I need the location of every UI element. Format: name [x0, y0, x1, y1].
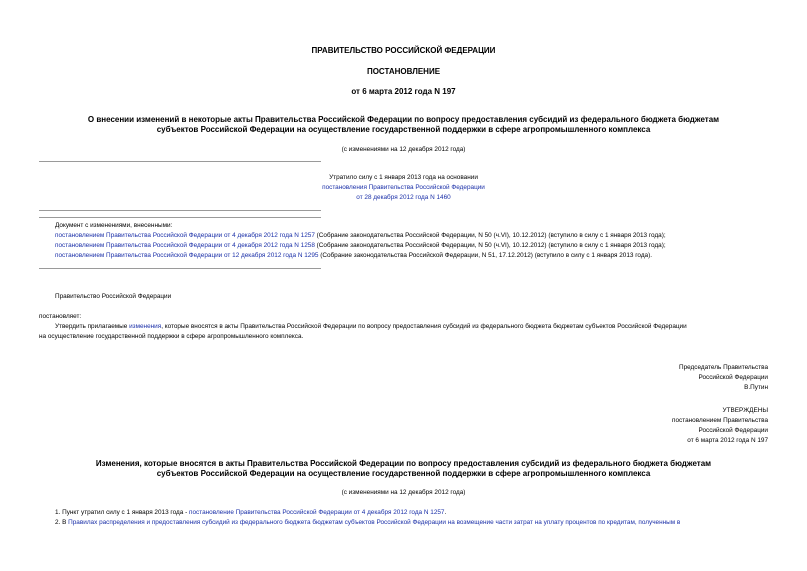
signature-name: В.Путин — [744, 384, 768, 391]
paragraph-text: Утвердить прилагаемые — [55, 323, 130, 330]
amendment-details: (Собрание законодательства Российской Федерации, N 51, 17.12.2012) (вступило в силу с 1 января 2013 года). — [318, 252, 653, 259]
amendment-link[interactable]: постановлением Правительства Российской Федерации от 12 декабря 2012 года N 1295 — [55, 252, 319, 259]
amendment-details: (Собрание законодательства Российской Федерации, N 50 (ч.VI), 10.12.2012) (вступило в силу с 1 января 2013 года); — [314, 232, 666, 239]
divider — [39, 161, 321, 162]
rules-link[interactable]: Правилах распределения и предоставления субсидий из федерального бюджета бюджетам субъектов Российской Федерации на возмещение части затрат на уплату процентов по кредитам, полученным в — [68, 519, 681, 526]
signature-org: Российской Федерации — [698, 374, 768, 381]
divider — [39, 268, 321, 269]
document-title-line-1: О внесении изменений в некоторые акты Правительства Российской Федерации по вопросу предоставления субсидий из федерального бюджета бюджетам — [87, 115, 720, 124]
document-title-line-2: субъектов Российской Федерации на осуществление государственной поддержки в сфере агропромышленного комплекса — [156, 125, 651, 134]
divider — [39, 217, 321, 218]
paragraph-text: , которые вносятся в акты Правительства Российской Федерации по вопросу предоставления субсидий из федерального бюджета бюджетам субъектов Российской Федерации — [161, 323, 687, 330]
approved-line: Российской Федерации — [698, 427, 768, 434]
expired-basis-link-date[interactable]: от 28 декабря 2012 года N 1460 — [356, 194, 451, 201]
divider — [39, 210, 321, 211]
list-item — [55, 252, 652, 260]
government-name: Правительство Российской Федерации — [55, 293, 172, 300]
appendix-title-line-2: субъектов Российской Федерации на осуществление государственной поддержки в сфере агропромышленного комплекса — [156, 469, 651, 478]
revision-note: (с изменениями на 12 декабря 2012 года) — [341, 146, 466, 153]
changes-link[interactable]: изменения — [129, 323, 162, 330]
amendment-details: (Собрание законодательства Российской Федерации, N 50 (ч.VI), 10.12.2012) (вступило в силу с 1 января 2013 года); — [314, 242, 666, 249]
amendment-link[interactable]: постановлением Правительства Российской Федерации от 4 декабря 2012 года N 1258 — [55, 242, 315, 249]
approved-line: постановлением Правительства — [672, 417, 768, 424]
repeal-link[interactable]: постановление Правительства Российской Федерации от 4 декабря 2012 года N 1257 — [189, 509, 445, 516]
item-text: 2. В — [55, 519, 69, 526]
signature-title: Председатель Правительства — [679, 364, 768, 371]
amendment-link[interactable]: постановлением Правительства Российской Федерации от 4 декабря 2012 года N 1257 — [55, 232, 315, 239]
list-item — [55, 242, 666, 250]
expired-basis-link[interactable]: постановления Правительства Российской Федерации — [322, 184, 485, 191]
changes-heading: Документ с изменениями, внесенными: — [55, 222, 173, 229]
resolution-paragraph-line-2: на осуществление государственной поддержки в сфере агропромышленного комплекса. — [39, 333, 304, 340]
appendix-revision-note: (с изменениями на 12 декабря 2012 года) — [341, 489, 466, 496]
list-item — [55, 519, 680, 527]
item-text: . — [444, 509, 447, 516]
document-type: ПОСТАНОВЛЕНИЕ — [366, 67, 441, 76]
document-date: от 6 марта 2012 года N 197 — [351, 87, 456, 96]
approved-heading: УТВЕРЖДЕНЫ — [722, 407, 768, 414]
resolution-paragraph — [55, 323, 687, 331]
list-item — [55, 509, 446, 517]
approved-date: от 6 марта 2012 года N 197 — [687, 437, 768, 444]
government-heading: ПРАВИТЕЛЬСТВО РОССИЙСКОЙ ФЕДЕРАЦИИ — [311, 46, 496, 55]
resolves-text: постановляет: — [39, 313, 82, 320]
appendix-title-line-1: Изменения, которые вносятся в акты Правительства Российской Федерации по вопросу предоставления субсидий из федерального бюджета бюджетам — [95, 459, 712, 468]
expired-notice: Утратило силу с 1 января 2013 года на основании — [329, 174, 478, 181]
item-text: 1. Пункт утратил силу с 1 января 2013 года - — [55, 509, 189, 516]
list-item — [55, 232, 666, 240]
